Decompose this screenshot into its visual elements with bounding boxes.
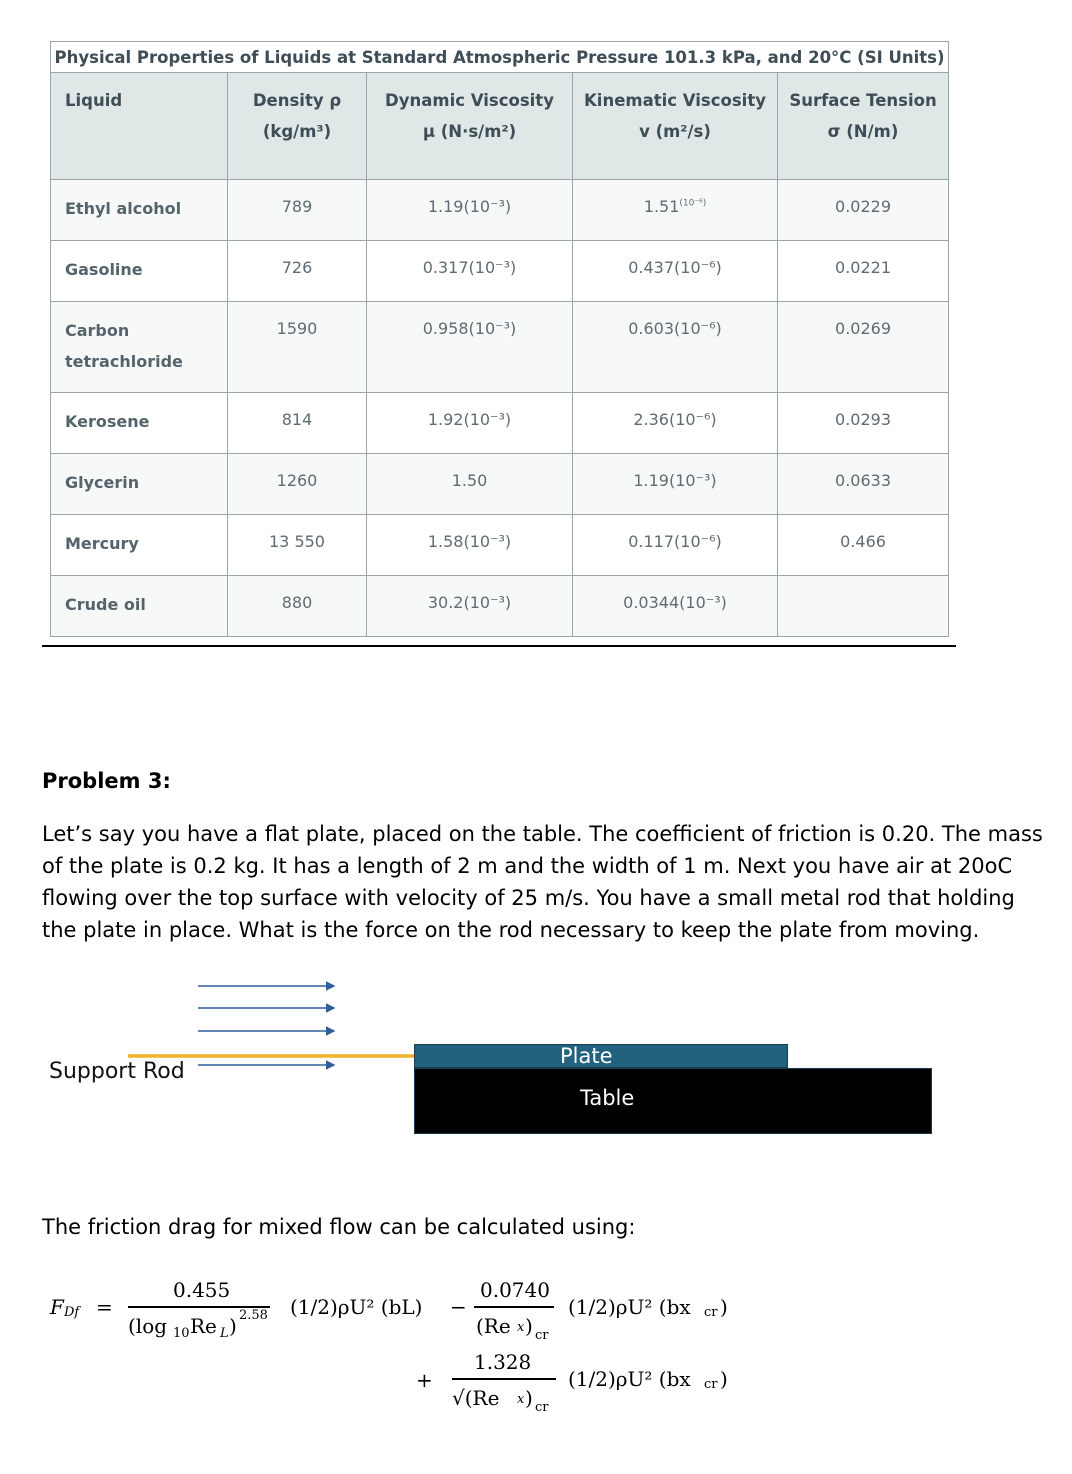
support-rod-label: Support Rod: [49, 1059, 185, 1084]
cell-liquid: Ethyl alcohol: [51, 180, 228, 241]
term1-re: Re: [190, 1314, 217, 1338]
cell-dynamic-viscosity: 1.58(10⁻³): [367, 515, 573, 576]
cell-dynamic-viscosity: 0.317(10⁻³): [367, 241, 573, 302]
cell-liquid: Carbon tetrachloride: [51, 302, 228, 393]
horizontal-rule: [42, 645, 956, 647]
table-row: [51, 515, 949, 576]
cell-kinematic-viscosity: 0.437(10⁻⁶): [573, 241, 778, 302]
term2-close-paren: ): [525, 1314, 533, 1338]
formula-F: F: [50, 1295, 64, 1319]
term2-x-subscript: x: [517, 1320, 525, 1335]
cell-kinematic-viscosity: 2.36(10⁻⁶): [573, 393, 778, 454]
formula-equals: =: [96, 1295, 113, 1319]
term3-cr-subscript: cr: [535, 1400, 549, 1415]
cell-kinematic-viscosity: 0.603(10⁻⁶): [573, 302, 778, 393]
cell-liquid: Mercury: [51, 515, 228, 576]
table-row: [51, 454, 949, 515]
header-density: Density ρ (kg/m³): [228, 73, 367, 180]
cell-surface-tension: 0.0229: [778, 180, 949, 241]
term3-numerator: 1.328: [474, 1350, 532, 1374]
term3-x-subscript: x: [517, 1392, 525, 1407]
term2-denominator: (Re: [476, 1314, 511, 1338]
formula-minus: −: [450, 1295, 467, 1319]
cell-liquid: Crude oil: [51, 576, 228, 637]
cell-density: 1260: [228, 454, 367, 515]
term3-factor-subscript: cr: [704, 1377, 718, 1392]
term1-re-subscript: L: [220, 1326, 229, 1341]
cell-surface-tension: 0.0293: [778, 393, 949, 454]
table-row: [51, 180, 949, 241]
table-label: Table: [580, 1086, 635, 1110]
term3-denominator: √(Re: [452, 1386, 500, 1410]
term2-factor-subscript: cr: [704, 1305, 718, 1320]
header-surface-tension: Surface Tension σ (N/m): [778, 73, 949, 180]
term1-exponent: 2.58: [239, 1308, 268, 1323]
term2-factor: (1/2)ρU² (bx: [568, 1295, 691, 1319]
term1-log-base: 10: [173, 1326, 190, 1341]
cell-surface-tension: [778, 576, 949, 637]
term2-factor-close: ): [720, 1295, 728, 1319]
header-dynamic-viscosity: Dynamic Viscosity μ (N·s/m²): [367, 73, 573, 180]
cell-dynamic-viscosity: 1.50: [367, 454, 573, 515]
cell-liquid: Gasoline: [51, 241, 228, 302]
header-liquid: Liquid: [51, 73, 228, 180]
term3-fraction-bar: [452, 1378, 556, 1380]
cell-density: 880: [228, 576, 367, 637]
term1-factor: (1/2)ρU² (bL): [290, 1295, 423, 1319]
cell-dynamic-viscosity: 30.2(10⁻³): [367, 576, 573, 637]
cell-density: 726: [228, 241, 367, 302]
cell-dynamic-viscosity: 0.958(10⁻³): [367, 302, 573, 393]
cell-surface-tension: 0.0633: [778, 454, 949, 515]
cell-surface-tension: 0.0221: [778, 241, 949, 302]
properties-table: [50, 41, 949, 637]
formula-plus: +: [416, 1368, 433, 1392]
cell-density: 789: [228, 180, 367, 241]
kinematic-exponent: (10⁻⁶): [679, 198, 707, 209]
term2-fraction-bar: [474, 1306, 554, 1308]
term3-factor: (1/2)ρU² (bx: [568, 1367, 691, 1391]
term1-close-paren: ): [229, 1314, 237, 1338]
cell-surface-tension: 0.466: [778, 515, 949, 576]
cell-liquid: Kerosene: [51, 393, 228, 454]
cell-dynamic-viscosity: 1.19(10⁻³): [367, 180, 573, 241]
friction-drag-formula: [40, 1270, 800, 1430]
term3-factor-close: ): [720, 1367, 728, 1391]
cell-kinematic-viscosity: 0.117(10⁻⁶): [573, 515, 778, 576]
cell-kinematic-viscosity: $1.51^{(10^{-6})}$: [573, 180, 778, 241]
table-row: [51, 241, 949, 302]
formula-F-subscript: Df: [64, 1305, 80, 1320]
cell-surface-tension: 0.0269: [778, 302, 949, 393]
cell-density: 13 550: [228, 515, 367, 576]
term2-cr-subscript: cr: [535, 1328, 549, 1343]
cell-liquid: Glycerin: [51, 454, 228, 515]
term1-denominator-log: (log: [128, 1314, 168, 1338]
cell-density: 1590: [228, 302, 367, 393]
term2-numerator: 0.0740: [480, 1278, 550, 1302]
table-shape: [414, 1068, 932, 1134]
cell-kinematic-viscosity: 0.0344(10⁻³): [573, 576, 778, 637]
cell-dynamic-viscosity: 1.92(10⁻³): [367, 393, 573, 454]
table-row: [51, 393, 949, 454]
term1-numerator: 0.455: [173, 1278, 231, 1302]
table-row: [51, 302, 949, 393]
cell-density: 814: [228, 393, 367, 454]
problem-text: Let’s say you have a flat plate, placed on the table. The coefficient of friction is 0.20. The mass of the plate is 0.2 kg. It has a length of 2 m and the width of 1 m. Next you have air at 20oC flowing over the top surface with velocity of 25 m/s. You have a small metal rod that holding the plate in place. What is the force on the rod necessary to keep the plate from moving.: [42, 822, 1043, 942]
table-row: [51, 576, 949, 637]
plate-label: Plate: [560, 1044, 613, 1068]
term3-close-paren: ): [525, 1386, 533, 1410]
problem-title: Problem 3:: [42, 769, 171, 793]
friction-intro: The friction drag for mixed flow can be calculated using:: [42, 1215, 636, 1239]
table-caption: Physical Properties of Liquids at Standard Atmospheric Pressure 101.3 kPa, and 20°C (SI Units): [51, 42, 949, 73]
cell-kinematic-viscosity: 1.19(10⁻³): [573, 454, 778, 515]
header-kinematic-viscosity: Kinematic Viscosity v (m²/s): [573, 73, 778, 180]
